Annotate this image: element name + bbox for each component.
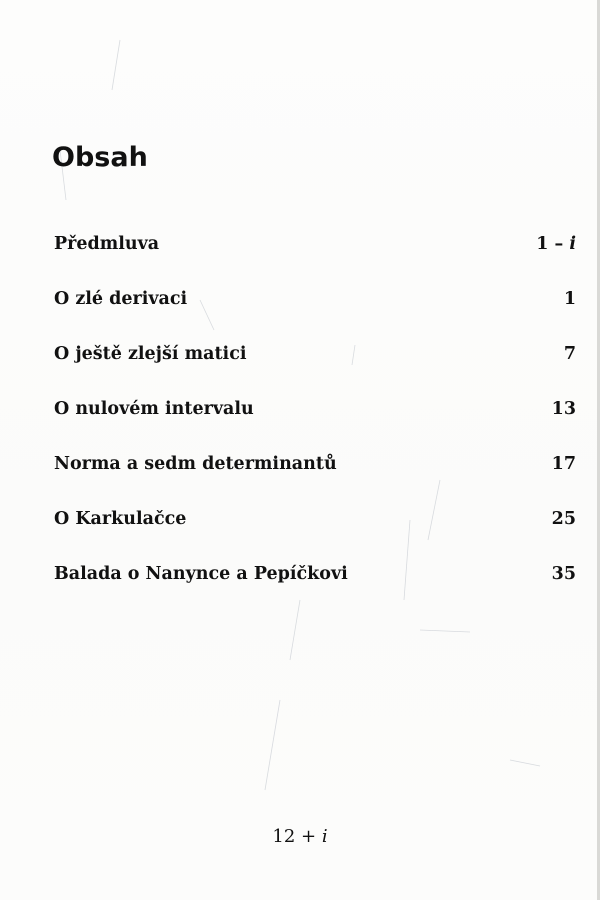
toc-entry-page — [564, 289, 576, 309]
toc-page-number: 17 — [551, 454, 576, 474]
toc-page-number: 1 — [563, 289, 576, 309]
toc-entry — [54, 454, 576, 509]
toc-page-number: 13 — [551, 399, 576, 419]
toc-page-number: 1 – — [536, 234, 564, 254]
toc-page-italic: i — [569, 234, 576, 254]
footer-page-number: 12 + — [272, 826, 317, 847]
page-footer — [0, 826, 600, 847]
toc-entry-title: O ještě zlejší matici — [54, 344, 247, 364]
table-of-contents — [54, 234, 576, 619]
toc-entry-page — [552, 399, 576, 419]
toc-entry — [54, 564, 576, 619]
toc-entry — [54, 509, 576, 564]
toc-entry — [54, 344, 576, 399]
toc-entry-title: Norma a sedm determinantů — [54, 454, 337, 474]
toc-entry-title: O zlé derivaci — [54, 289, 188, 309]
toc-entry-page — [564, 344, 576, 364]
toc-entry-page — [552, 564, 576, 584]
toc-entry — [54, 289, 576, 344]
toc-entry-title: Balada o Nanynce a Pepíčkovi — [54, 564, 348, 584]
page-title: Obsah — [52, 142, 148, 173]
toc-page-number: 35 — [551, 564, 576, 584]
toc-entry-title: Předmluva — [54, 234, 160, 254]
toc-entry-page — [536, 234, 576, 254]
toc-entry-title: O Karkulačce — [54, 509, 187, 529]
toc-page-number: 7 — [563, 344, 576, 364]
footer-page-italic: i — [321, 826, 328, 847]
toc-entry-title: O nulovém intervalu — [54, 399, 254, 419]
toc-entry — [54, 399, 576, 454]
toc-page-number: 25 — [551, 509, 576, 529]
toc-entry — [54, 234, 576, 289]
toc-entry-page — [552, 454, 576, 474]
toc-entry-page — [552, 509, 576, 529]
